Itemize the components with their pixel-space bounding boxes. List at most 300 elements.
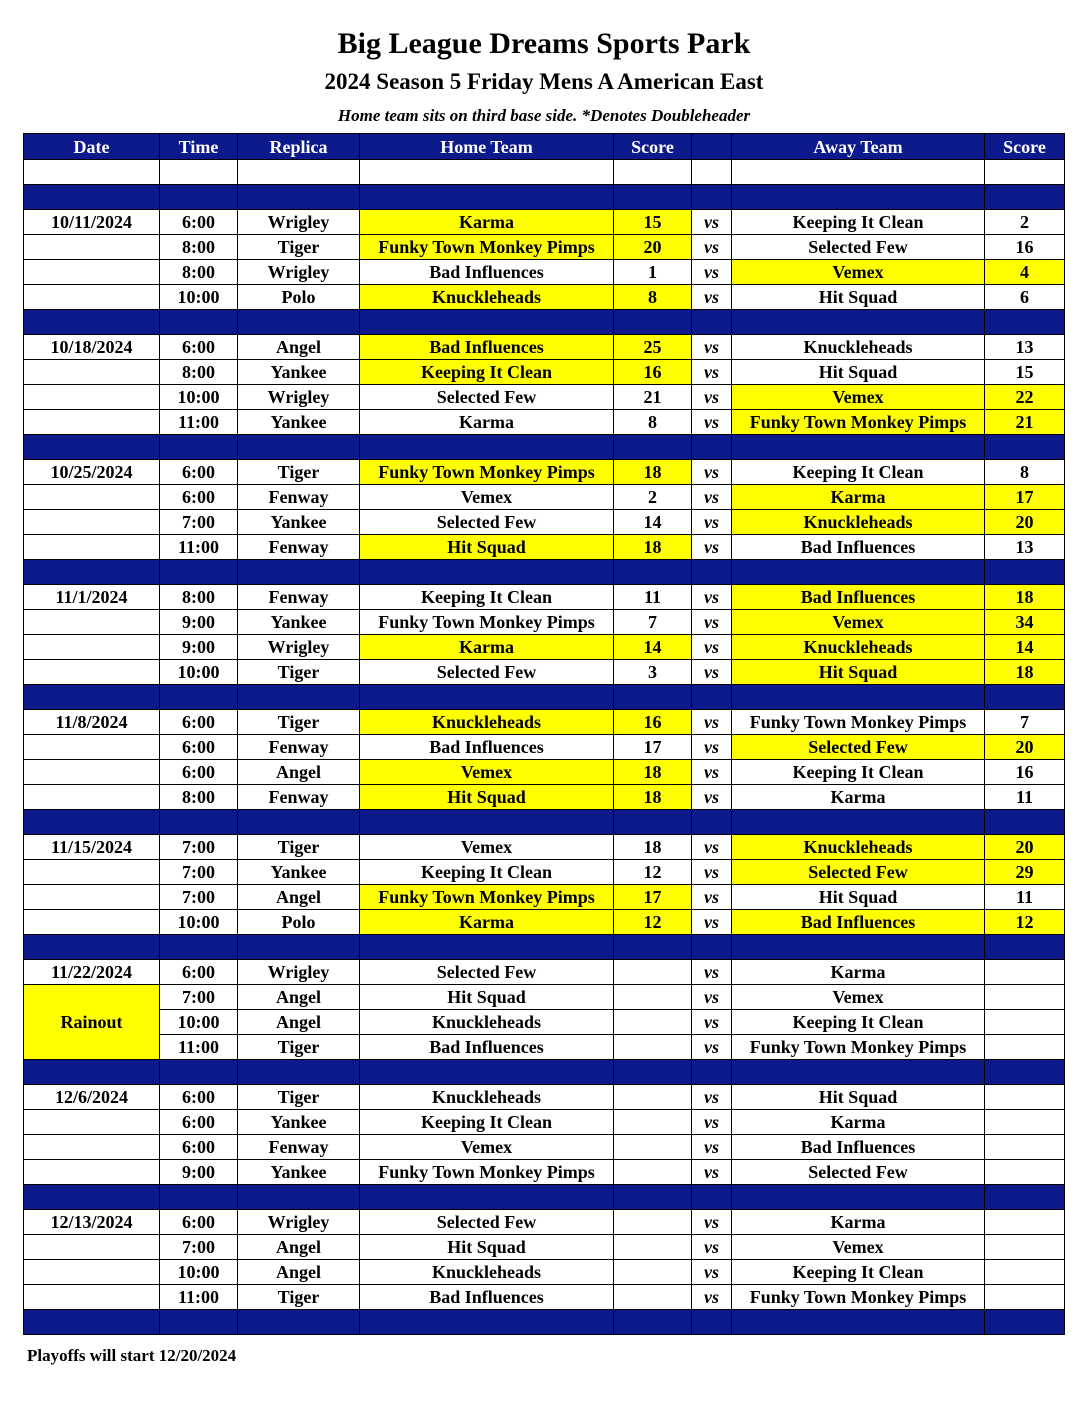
away-score-cell <box>985 1110 1065 1135</box>
vs-cell: vs <box>692 1010 732 1035</box>
empty-cell <box>360 810 614 835</box>
home-score-cell <box>614 1035 692 1060</box>
empty-cell <box>732 1310 985 1335</box>
date-cell: 10/18/2024 <box>24 335 160 360</box>
game-row <box>24 1085 1065 1110</box>
time-cell: 6:00 <box>160 960 238 985</box>
empty-cell <box>692 1310 732 1335</box>
empty-cell <box>238 685 360 710</box>
vs-cell: vs <box>692 585 732 610</box>
date-cell <box>24 535 160 560</box>
time-cell: 10:00 <box>160 1260 238 1285</box>
time-cell: 6:00 <box>160 460 238 485</box>
away-team-cell: Selected Few <box>732 1160 985 1185</box>
away-score-cell <box>985 1235 1065 1260</box>
game-row <box>24 1210 1065 1235</box>
game-row <box>24 610 1065 635</box>
away-score-cell: 2 <box>985 210 1065 235</box>
empty-cell <box>614 685 692 710</box>
empty-cell <box>360 1185 614 1210</box>
empty-cell <box>614 935 692 960</box>
home-score-cell: 2 <box>614 485 692 510</box>
empty-cell <box>985 560 1065 585</box>
empty-cell <box>732 1185 985 1210</box>
away-score-cell: 22 <box>985 385 1065 410</box>
date-cell <box>24 785 160 810</box>
away-team-cell: Karma <box>732 785 985 810</box>
vs-cell: vs <box>692 535 732 560</box>
empty-cell <box>238 1310 360 1335</box>
game-row <box>24 410 1065 435</box>
game-row <box>24 510 1065 535</box>
away-score-cell: 6 <box>985 285 1065 310</box>
replica-cell: Yankee <box>238 360 360 385</box>
replica-cell: Fenway <box>238 535 360 560</box>
time-cell: 6:00 <box>160 1210 238 1235</box>
game-row <box>24 735 1065 760</box>
time-cell: 6:00 <box>160 335 238 360</box>
home-team-cell: Selected Few <box>360 660 614 685</box>
game-row <box>24 335 1065 360</box>
time-cell: 10:00 <box>160 285 238 310</box>
home-score-cell: 14 <box>614 510 692 535</box>
empty-cell <box>614 185 692 210</box>
away-team-cell: Vemex <box>732 385 985 410</box>
empty-cell <box>985 1185 1065 1210</box>
time-cell: 8:00 <box>160 260 238 285</box>
home-score-cell: 18 <box>614 760 692 785</box>
home-score-cell: 8 <box>614 410 692 435</box>
empty-cell <box>692 435 732 460</box>
vs-cell: vs <box>692 635 732 660</box>
home-score-cell <box>614 1085 692 1110</box>
game-row <box>24 460 1065 485</box>
empty-cell <box>732 685 985 710</box>
away-score-cell <box>985 985 1065 1010</box>
schedule-body <box>24 160 1065 1335</box>
game-row <box>24 860 1065 885</box>
away-score-cell: 11 <box>985 785 1065 810</box>
home-score-cell <box>614 1210 692 1235</box>
away-team-cell: Vemex <box>732 260 985 285</box>
game-row <box>24 660 1065 685</box>
away-score-cell: 20 <box>985 510 1065 535</box>
empty-cell <box>24 310 160 335</box>
date-cell: 11/8/2024 <box>24 710 160 735</box>
away-team-cell: Funky Town Monkey Pimps <box>732 710 985 735</box>
vs-cell: vs <box>692 985 732 1010</box>
date-cell: 10/25/2024 <box>24 460 160 485</box>
game-row <box>24 210 1065 235</box>
home-team-cell: Karma <box>360 410 614 435</box>
vs-cell: vs <box>692 1235 732 1260</box>
time-cell: 11:00 <box>160 1285 238 1310</box>
empty-cell <box>360 435 614 460</box>
empty-cell <box>160 435 238 460</box>
replica-cell: Yankee <box>238 1110 360 1135</box>
schedule-table <box>23 133 1065 1335</box>
home-score-cell: 17 <box>614 885 692 910</box>
home-team-cell: Selected Few <box>360 385 614 410</box>
separator-row <box>24 560 1065 585</box>
empty-cell <box>24 1185 160 1210</box>
home-score-cell <box>614 960 692 985</box>
home-team-cell: Hit Squad <box>360 985 614 1010</box>
home-score-cell <box>614 1010 692 1035</box>
home-score-cell: 11 <box>614 585 692 610</box>
blank-row <box>24 160 1065 185</box>
home-team-cell: Vemex <box>360 485 614 510</box>
empty-cell <box>24 810 160 835</box>
empty-cell <box>160 160 238 185</box>
empty-cell <box>985 685 1065 710</box>
vs-cell: vs <box>692 510 732 535</box>
empty-cell <box>732 435 985 460</box>
date-cell <box>24 1110 160 1135</box>
replica-cell: Polo <box>238 285 360 310</box>
replica-cell: Fenway <box>238 735 360 760</box>
away-team-cell: Knuckleheads <box>732 635 985 660</box>
home-team-cell: Funky Town Monkey Pimps <box>360 885 614 910</box>
home-team-cell: Vemex <box>360 1135 614 1160</box>
time-cell: 10:00 <box>160 660 238 685</box>
date-cell <box>24 735 160 760</box>
home-score-cell: 12 <box>614 910 692 935</box>
date-cell <box>24 1260 160 1285</box>
game-row <box>24 1235 1065 1260</box>
away-team-cell: Bad Influences <box>732 535 985 560</box>
empty-cell <box>692 560 732 585</box>
home-team-cell: Bad Influences <box>360 335 614 360</box>
game-row <box>24 885 1065 910</box>
time-cell: 11:00 <box>160 410 238 435</box>
date-cell <box>24 760 160 785</box>
away-team-cell: Karma <box>732 1110 985 1135</box>
empty-cell <box>160 685 238 710</box>
empty-cell <box>985 435 1065 460</box>
empty-cell <box>24 1060 160 1085</box>
header-row <box>24 134 1065 160</box>
away-team-cell: Knuckleheads <box>732 835 985 860</box>
away-team-cell: Funky Town Monkey Pimps <box>732 1035 985 1060</box>
home-score-cell: 15 <box>614 210 692 235</box>
home-team-cell: Keeping It Clean <box>360 360 614 385</box>
home-team-cell: Karma <box>360 910 614 935</box>
game-row <box>24 1285 1065 1310</box>
home-team-cell: Hit Squad <box>360 535 614 560</box>
replica-cell: Wrigley <box>238 1210 360 1235</box>
replica-cell: Yankee <box>238 860 360 885</box>
empty-cell <box>614 1060 692 1085</box>
separator-row <box>24 810 1065 835</box>
empty-cell <box>238 560 360 585</box>
vs-cell: vs <box>692 1110 732 1135</box>
empty-cell <box>160 1060 238 1085</box>
date-cell <box>24 410 160 435</box>
replica-cell: Tiger <box>238 460 360 485</box>
empty-cell <box>614 1310 692 1335</box>
separator-row <box>24 1060 1065 1085</box>
replica-cell: Tiger <box>238 1285 360 1310</box>
empty-cell <box>24 560 160 585</box>
empty-cell <box>692 810 732 835</box>
away-score-cell: 7 <box>985 710 1065 735</box>
time-cell: 6:00 <box>160 710 238 735</box>
away-score-cell: 8 <box>985 460 1065 485</box>
empty-cell <box>360 160 614 185</box>
vs-cell: vs <box>692 260 732 285</box>
empty-cell <box>160 810 238 835</box>
time-cell: 8:00 <box>160 360 238 385</box>
game-row <box>24 535 1065 560</box>
empty-cell <box>985 1060 1065 1085</box>
empty-cell <box>24 685 160 710</box>
vs-cell: vs <box>692 760 732 785</box>
empty-cell <box>732 810 985 835</box>
vs-cell: vs <box>692 835 732 860</box>
away-team-cell: Karma <box>732 485 985 510</box>
away-team-cell: Keeping It Clean <box>732 1010 985 1035</box>
vs-cell: vs <box>692 910 732 935</box>
date-cell <box>24 385 160 410</box>
away-team-cell: Hit Squad <box>732 885 985 910</box>
empty-cell <box>24 185 160 210</box>
empty-cell <box>160 935 238 960</box>
empty-cell <box>238 435 360 460</box>
separator-row <box>24 185 1065 210</box>
empty-cell <box>985 160 1065 185</box>
away-team-cell: Knuckleheads <box>732 335 985 360</box>
game-row <box>24 1260 1065 1285</box>
date-cell <box>24 235 160 260</box>
date-cell <box>24 885 160 910</box>
replica-cell: Angel <box>238 1260 360 1285</box>
home-team-cell: Bad Influences <box>360 1035 614 1060</box>
empty-cell <box>614 160 692 185</box>
away-team-cell: Hit Squad <box>732 1085 985 1110</box>
home-team-cell: Selected Few <box>360 510 614 535</box>
home-score-cell: 21 <box>614 385 692 410</box>
empty-cell <box>692 185 732 210</box>
replica-cell: Tiger <box>238 1035 360 1060</box>
vs-cell: vs <box>692 485 732 510</box>
away-team-cell: Keeping It Clean <box>732 760 985 785</box>
home-score-cell: 17 <box>614 735 692 760</box>
replica-cell: Yankee <box>238 410 360 435</box>
home-score-cell <box>614 985 692 1010</box>
empty-cell <box>692 935 732 960</box>
away-score-cell <box>985 1085 1065 1110</box>
date-cell <box>24 1235 160 1260</box>
separator-row <box>24 1310 1065 1335</box>
date-cell <box>24 610 160 635</box>
home-team-cell: Hit Squad <box>360 1235 614 1260</box>
game-row <box>24 710 1065 735</box>
away-score-cell: 11 <box>985 885 1065 910</box>
empty-cell <box>360 685 614 710</box>
empty-cell <box>985 310 1065 335</box>
separator-row <box>24 685 1065 710</box>
rainout-cell: Rainout <box>24 985 160 1060</box>
replica-cell: Tiger <box>238 235 360 260</box>
time-cell: 6:00 <box>160 1110 238 1135</box>
time-cell: 6:00 <box>160 1135 238 1160</box>
empty-cell <box>24 1310 160 1335</box>
away-score-cell <box>985 1210 1065 1235</box>
home-team-cell: Funky Town Monkey Pimps <box>360 1160 614 1185</box>
time-cell: 7:00 <box>160 835 238 860</box>
empty-cell <box>985 185 1065 210</box>
vs-cell: vs <box>692 1160 732 1185</box>
date-cell <box>24 260 160 285</box>
home-score-cell: 18 <box>614 835 692 860</box>
away-score-cell <box>985 1260 1065 1285</box>
date-cell <box>24 1285 160 1310</box>
vs-cell: vs <box>692 860 732 885</box>
time-cell: 6:00 <box>160 735 238 760</box>
home-team-cell: Selected Few <box>360 1210 614 1235</box>
time-cell: 11:00 <box>160 1035 238 1060</box>
empty-cell <box>732 935 985 960</box>
away-score-cell: 17 <box>985 485 1065 510</box>
game-row <box>24 1135 1065 1160</box>
date-cell: 12/6/2024 <box>24 1085 160 1110</box>
date-cell <box>24 285 160 310</box>
replica-cell: Tiger <box>238 835 360 860</box>
time-cell: 10:00 <box>160 910 238 935</box>
empty-cell <box>360 935 614 960</box>
col-home-team: Home Team <box>360 134 614 160</box>
replica-cell: Wrigley <box>238 960 360 985</box>
date-cell: 11/22/2024 <box>24 960 160 985</box>
empty-cell <box>614 310 692 335</box>
away-score-cell <box>985 1135 1065 1160</box>
date-cell: 10/11/2024 <box>24 210 160 235</box>
home-team-cell: Karma <box>360 635 614 660</box>
home-team-cell: Knuckleheads <box>360 1085 614 1110</box>
game-row <box>24 835 1065 860</box>
col-date: Date <box>24 134 160 160</box>
separator-row <box>24 935 1065 960</box>
replica-cell: Tiger <box>238 710 360 735</box>
vs-cell: vs <box>692 1035 732 1060</box>
time-cell: 9:00 <box>160 635 238 660</box>
date-cell <box>24 510 160 535</box>
date-cell <box>24 660 160 685</box>
vs-cell: vs <box>692 960 732 985</box>
away-score-cell: 16 <box>985 760 1065 785</box>
empty-cell <box>238 160 360 185</box>
game-row <box>24 960 1065 985</box>
game-row <box>24 485 1065 510</box>
away-team-cell: Keeping It Clean <box>732 1260 985 1285</box>
away-team-cell: Hit Squad <box>732 660 985 685</box>
empty-cell <box>24 435 160 460</box>
game-row <box>24 1010 1065 1035</box>
date-cell: 11/1/2024 <box>24 585 160 610</box>
replica-cell: Angel <box>238 335 360 360</box>
away-team-cell: Bad Influences <box>732 1135 985 1160</box>
vs-cell: vs <box>692 210 732 235</box>
home-team-cell: Vemex <box>360 835 614 860</box>
away-team-cell: Selected Few <box>732 860 985 885</box>
replica-cell: Angel <box>238 1010 360 1035</box>
replica-cell: Angel <box>238 1235 360 1260</box>
home-team-cell: Vemex <box>360 760 614 785</box>
game-row <box>24 985 1065 1010</box>
col-away-score: Score <box>985 134 1065 160</box>
game-row <box>24 360 1065 385</box>
home-score-cell: 18 <box>614 460 692 485</box>
away-score-cell: 12 <box>985 910 1065 935</box>
time-cell: 7:00 <box>160 1235 238 1260</box>
time-cell: 6:00 <box>160 210 238 235</box>
game-row <box>24 235 1065 260</box>
home-team-cell: Bad Influences <box>360 735 614 760</box>
empty-cell <box>360 560 614 585</box>
home-score-cell: 14 <box>614 635 692 660</box>
col-time: Time <box>160 134 238 160</box>
empty-cell <box>732 185 985 210</box>
game-row <box>24 285 1065 310</box>
time-cell: 9:00 <box>160 1160 238 1185</box>
game-row <box>24 635 1065 660</box>
game-row <box>24 1110 1065 1135</box>
home-team-cell: Hit Squad <box>360 785 614 810</box>
away-score-cell: 4 <box>985 260 1065 285</box>
home-team-cell: Funky Town Monkey Pimps <box>360 610 614 635</box>
empty-cell <box>238 1060 360 1085</box>
vs-cell: vs <box>692 235 732 260</box>
empty-cell <box>692 1060 732 1085</box>
home-team-cell: Keeping It Clean <box>360 585 614 610</box>
home-team-cell: Keeping It Clean <box>360 1110 614 1135</box>
empty-cell <box>360 310 614 335</box>
col-home-score: Score <box>614 134 692 160</box>
home-score-cell <box>614 1135 692 1160</box>
home-score-cell: 7 <box>614 610 692 635</box>
replica-cell: Tiger <box>238 1085 360 1110</box>
game-row <box>24 785 1065 810</box>
home-score-cell: 8 <box>614 285 692 310</box>
away-team-cell: Vemex <box>732 1235 985 1260</box>
replica-cell: Wrigley <box>238 385 360 410</box>
away-score-cell <box>985 1285 1065 1310</box>
empty-cell <box>160 560 238 585</box>
away-team-cell: Vemex <box>732 985 985 1010</box>
game-row <box>24 585 1065 610</box>
home-team-cell: Knuckleheads <box>360 1010 614 1035</box>
away-team-cell: Knuckleheads <box>732 510 985 535</box>
vs-cell: vs <box>692 1210 732 1235</box>
empty-cell <box>614 560 692 585</box>
vs-cell: vs <box>692 885 732 910</box>
home-score-cell: 3 <box>614 660 692 685</box>
time-cell: 8:00 <box>160 585 238 610</box>
time-cell: 7:00 <box>160 860 238 885</box>
replica-cell: Polo <box>238 910 360 935</box>
vs-cell: vs <box>692 1085 732 1110</box>
replica-cell: Yankee <box>238 610 360 635</box>
game-row <box>24 1035 1065 1060</box>
vs-cell: vs <box>692 785 732 810</box>
away-team-cell: Selected Few <box>732 735 985 760</box>
home-team-cell: Knuckleheads <box>360 710 614 735</box>
away-team-cell: Selected Few <box>732 235 985 260</box>
away-team-cell: Funky Town Monkey Pimps <box>732 410 985 435</box>
home-score-cell: 25 <box>614 335 692 360</box>
date-cell <box>24 635 160 660</box>
